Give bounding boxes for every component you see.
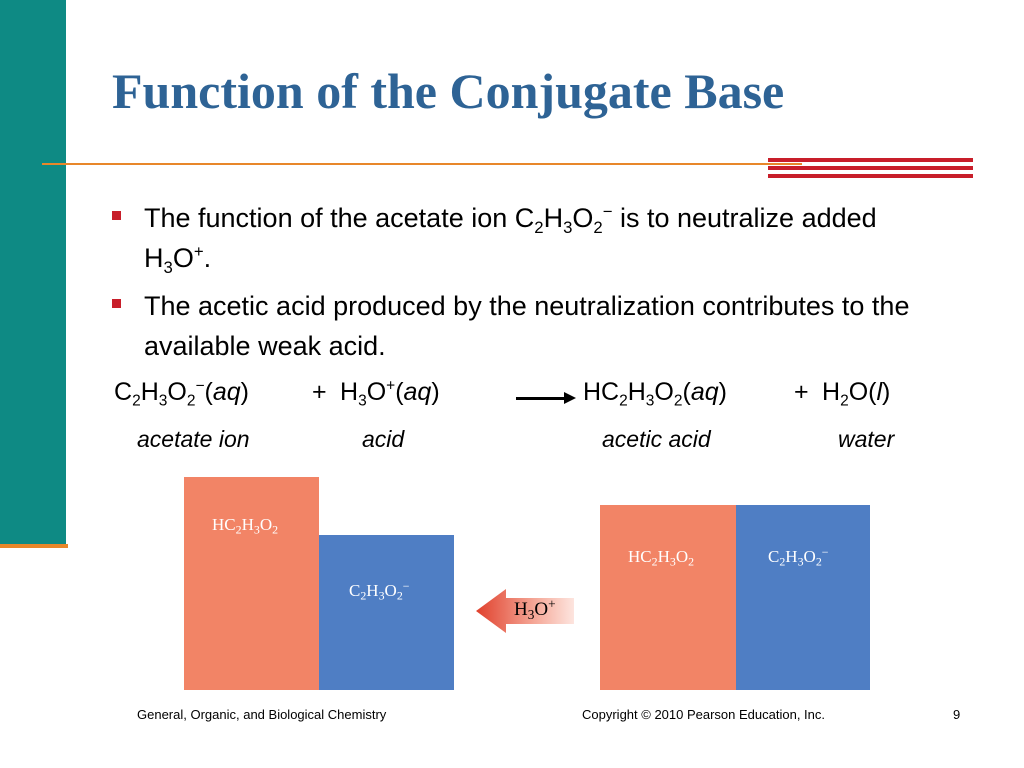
title-rule-red-bottom: [768, 174, 973, 178]
title-rule-red-middle: [768, 166, 973, 170]
bullet-text: O: [572, 203, 594, 233]
bullet-text: O: [172, 243, 194, 273]
equation-product-water: $H_2O(l)$: [822, 378, 891, 410]
bullet-text: The acetic acid produced by the neutralization contributes to the available weak acid.: [144, 291, 910, 361]
bullet-text: .: [203, 243, 212, 273]
bullet-text: The function of the acetate ion C: [144, 203, 535, 233]
right-base-block: [736, 505, 870, 690]
footer-course: General, Organic, and Biological Chemistry: [137, 707, 387, 722]
page-number: 9: [953, 707, 961, 722]
bullet-text: H: [543, 203, 564, 233]
base-formula: $C_2H_3O_2^-$: [349, 579, 410, 603]
equation-product-acetic-acid: $HC_2H_3O_2(aq)$: [583, 378, 727, 410]
left-base-block: [319, 535, 454, 690]
equation-plus: +: [794, 378, 809, 406]
subscript: 3: [563, 217, 573, 237]
label-acetate-ion: acetate ion: [137, 426, 250, 452]
bullet-item: [112, 286, 912, 366]
base-formula: $C_2H_3O_2^-$: [768, 545, 829, 569]
slide-title: Function of the Conjugate Base: [112, 63, 785, 119]
title-rule-red-top: [768, 158, 973, 162]
left-acid-block: [184, 477, 319, 690]
equation-reactant-acetate: $C_2H_3O_2^-(aq)$: [114, 377, 249, 410]
reaction-arrow-icon: [516, 397, 570, 400]
subscript: 2: [534, 217, 544, 237]
equation-plus: +: [312, 378, 327, 406]
bullet-text: is to neutralize added H: [144, 203, 877, 273]
title-rule: [42, 163, 802, 165]
subscript: 3: [163, 257, 173, 277]
acid-formula: $HC_2H_3O_2$: [212, 515, 279, 537]
hydronium-label: $H_3O^+$: [514, 596, 556, 622]
sidebar-accent-line: [0, 544, 68, 548]
footer-copyright: Copyright © 2010 Pearson Education, Inc.: [582, 707, 826, 722]
bullet-item: [112, 198, 912, 278]
equation-reactant-hydronium: $H_3O^+(aq)$: [340, 377, 440, 410]
bullet-marker: [112, 299, 121, 308]
superscript: −: [602, 201, 613, 221]
label-water: water: [838, 426, 895, 452]
bullet-list: [112, 198, 912, 374]
superscript: +: [193, 241, 204, 261]
right-acid-block: [600, 505, 736, 690]
label-acid: acid: [362, 426, 405, 452]
teal-sidebar: [0, 0, 66, 548]
subscript: 2: [593, 217, 603, 237]
label-acetic-acid: acetic acid: [602, 426, 711, 452]
bullet-marker: [112, 211, 121, 220]
acid-formula: $HC_2H_3O_2$: [628, 547, 695, 569]
